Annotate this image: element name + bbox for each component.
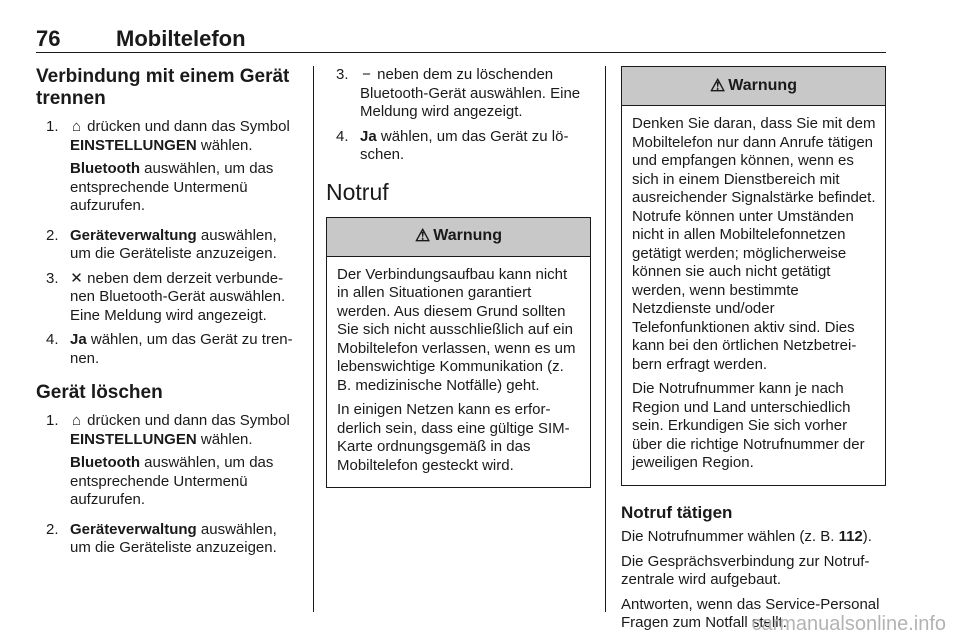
warning-text: Denken Sie daran, dass Sie mit dem Mobiltelefon nur dann Anrufe tätigen und empfangen können, wenn es sich in einem Dienstbereich mit ausreichender Signalstärke befindet. Notrufe können unter Umständen nicht in allen Mobiltelefonnetzen getätigt werden; möglicherweise können sie auch nicht getätigt werden, wenn bestimmte Netzdienste und/oder Telefonfunktionen aktiv sind. Dies kann bei den örtlichen Netzbetreibern erfragt werden. — [632, 115, 876, 373]
section-title-disconnect: Verbindung mit einem Gerät trennen — [36, 66, 290, 109]
column-right — [621, 66, 886, 639]
watermark: carmanualsonline.info — [751, 613, 946, 635]
paragraph: Antworten, wenn das Service-Personal Fragen zum Notfall stellt. — [621, 595, 880, 631]
section-title-delete: Gerät löschen — [36, 382, 163, 403]
page-header — [36, 26, 886, 53]
page-title: Mobiltelefon — [116, 26, 246, 51]
step-item: 2. Geräteverwaltung auswählen, um die Geräteliste anzuzeigen. — [46, 520, 277, 556]
warning-text: Die Notrufnummer kann je nach Region und Land unterschiedlich sein. Erkundigen Sie sich vorher über die richtige Notrufnummer der jeweiligen Region. — [632, 380, 865, 471]
paragraph: Die Notrufnummer wählen (z. B. 112). — [621, 528, 872, 545]
warning-box — [621, 66, 886, 486]
section-title-emergency: Notruf — [326, 178, 389, 205]
column-divider — [605, 66, 606, 612]
step-item: 1. ⌂ drücken und dann das Symbol EINSTELLUNGEN wählen. Bluetooth auswählen, um das entsprechende Untermenü aufzurufen. — [46, 412, 290, 508]
column-left — [36, 66, 300, 564]
warning-text: In einigen Netzen kann es erforderlich sein, dass eine gültige SIM-Karte ordnungsgemäß in das Mobiltelefon gesteckt wird. — [337, 401, 570, 474]
step-item: 3. ✕ neben dem derzeit verbundenen Bluetooth-Gerät auswählen. Eine Meldung wird angezeigt. — [46, 269, 286, 324]
warning-icon: ⚠ — [710, 75, 726, 95]
minus-icon: − — [362, 66, 371, 83]
warning-box — [326, 217, 591, 489]
warning-icon: ⚠ — [415, 226, 431, 246]
step-item: 4. Ja wählen, um das Gerät zu trennen. — [46, 331, 293, 367]
warning-header: ⚠ Warnung — [622, 67, 885, 106]
subsection-title: Notruf tätigen — [621, 502, 733, 522]
home-icon: ⌂ — [71, 412, 82, 429]
warning-header: ⚠ Warnung — [327, 218, 590, 257]
step-item: 4. Ja wählen, um das Gerät zu löschen. — [336, 127, 569, 163]
step-item: 2. Geräteverwaltung auswählen, um die Geräteliste anzuzeigen. — [46, 226, 277, 262]
step-item: 3. − neben dem zu löschenden Bluetooth-Gerät auswählen. Eine Meldung wird angezeigt. — [336, 66, 581, 120]
column-divider — [313, 66, 314, 612]
step-item: 1. ⌂ drücken und dann das Symbol EINSTELLUNGEN wählen. Bluetooth auswählen, um das entsprechende Untermenü aufzurufen. — [46, 118, 290, 214]
column-middle — [326, 66, 591, 488]
home-icon: ⌂ — [71, 118, 82, 135]
paragraph: Die Gesprächsverbindung zur Notrufzentrale wird aufgebaut. — [621, 552, 870, 588]
close-icon: ✕ — [70, 269, 83, 287]
page-number: 76 — [36, 26, 61, 51]
warning-text: Der Verbindungsaufbau kann nicht in allen Situationen garantiert werden. Aus diesem Grund sollten Sie sich nicht ausschließlich auf ein Mobiltelefon verlassen, wenn es um lebenswichtige Kommunikation (z. B. medizinische Notfälle) geht. — [337, 265, 576, 394]
